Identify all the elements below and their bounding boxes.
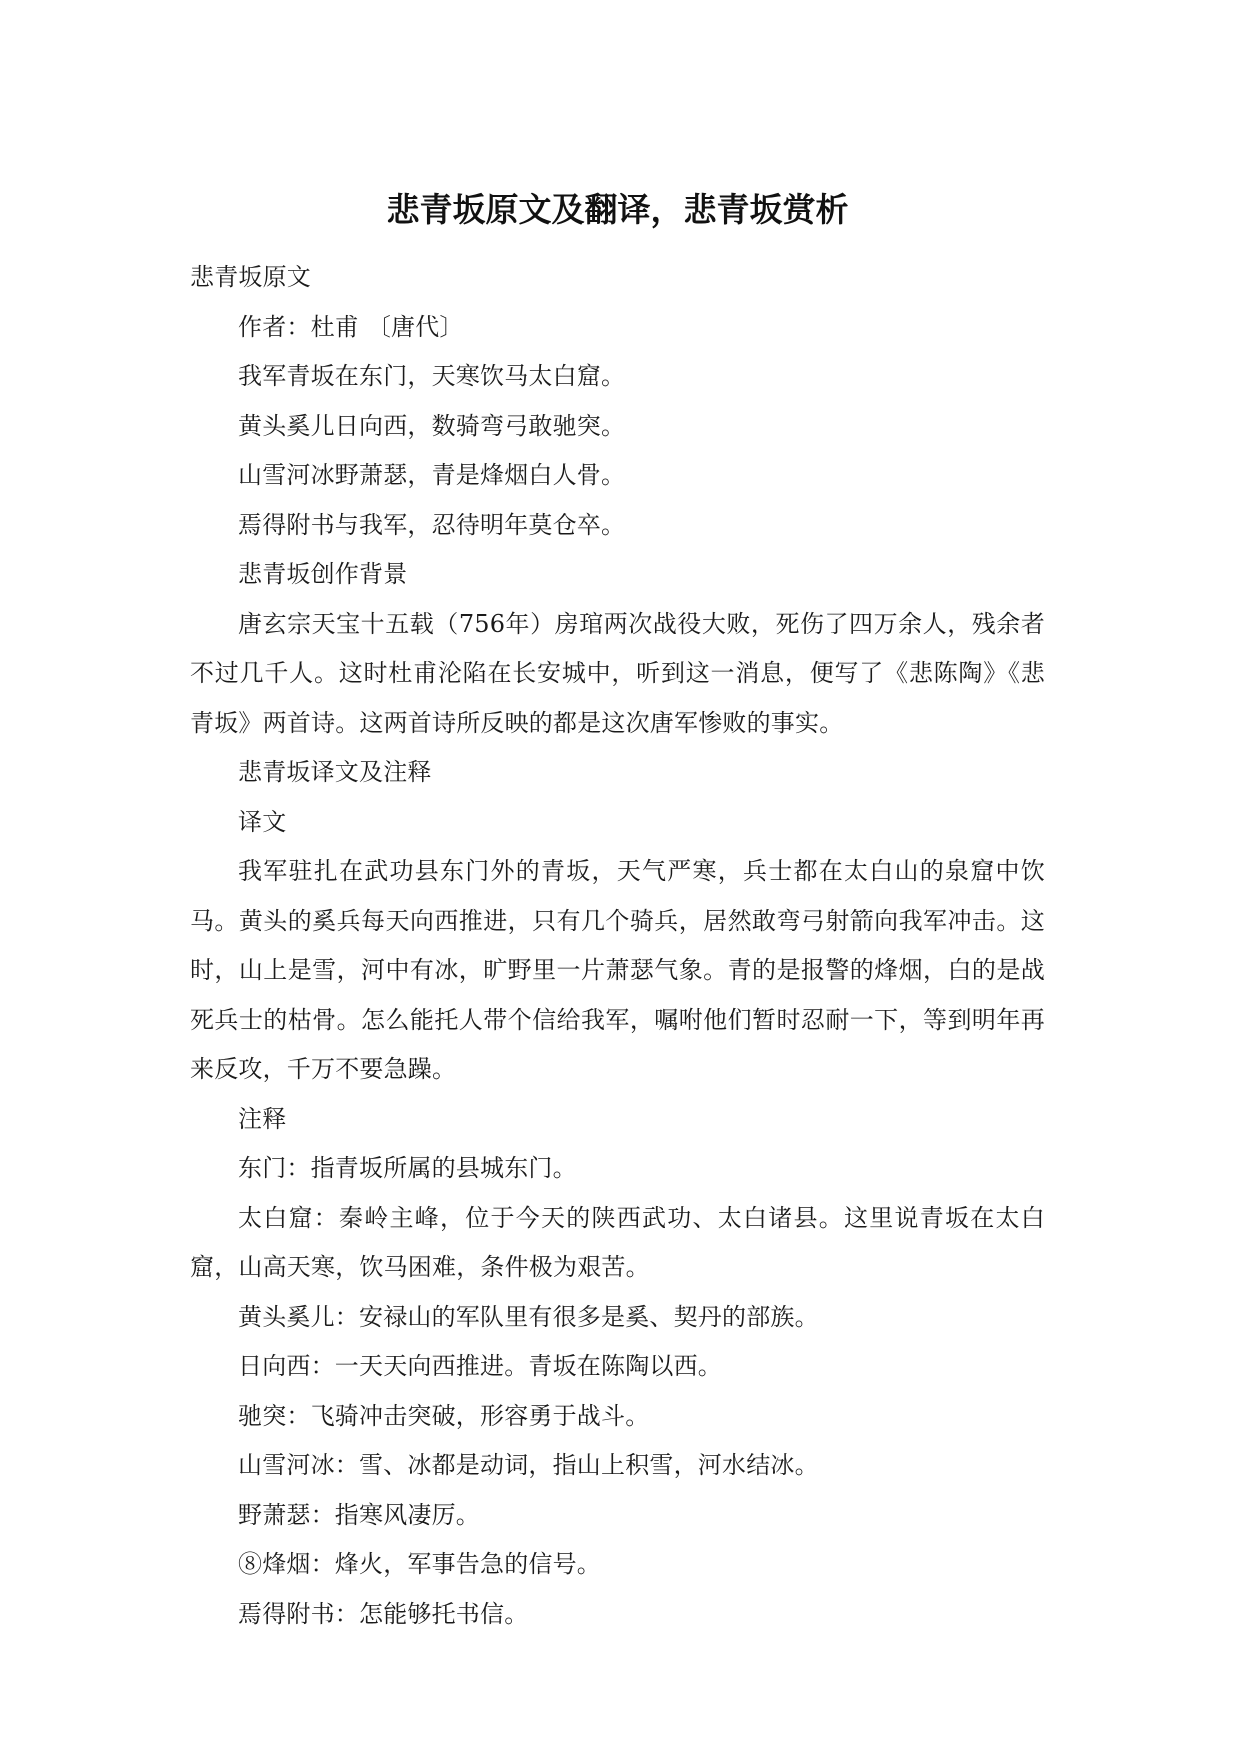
note-item: 焉得附书：怎能够托书信。: [238, 1599, 529, 1628]
note-item: 黄头奚儿：安禄山的军队里有很多是奚、契丹的部族。: [238, 1302, 819, 1331]
note-item: 山雪河冰：雪、冰都是动词，指山上积雪，河水结冰。: [238, 1451, 819, 1479]
translation-section-heading: 悲青坂译文及注释: [238, 758, 432, 786]
document-title: 悲青坂原文及翻译，悲青坂赏析: [386, 190, 849, 229]
author-line: 作者：杜甫 〔唐代〕: [238, 312, 464, 341]
poem-line: 我军青坂在东门，天寒饮马太白窟。: [238, 362, 626, 390]
section-heading-original: 悲青坂原文: [190, 263, 311, 291]
note-item: 东门：指青坂所属的县城东门。: [238, 1154, 577, 1182]
poem-line: 黄头奚儿日向西，数骑弯弓敢驰突。: [238, 411, 626, 440]
poem-line: 山雪河冰野萧瑟，青是烽烟白人骨。: [238, 461, 626, 489]
note-item: 日向西：一天天向西推进。青坂在陈陶以西。: [238, 1352, 722, 1380]
document-body: [190, 253, 1045, 1639]
poem-line: 焉得附书与我军，忍待明年莫仓卒。: [238, 510, 626, 539]
background-heading: 悲青坂创作背景: [238, 560, 408, 588]
note-item: 太白窟：秦岭主峰，位于今天的陕西武功、太白诸县。这里说青坂在太白窟，山高天寒，饮马困难，条件极为艰苦。: [190, 1203, 1045, 1281]
notes-heading: 注释: [238, 1104, 287, 1133]
translation-heading: 译文: [238, 807, 287, 836]
document-page: [190, 0, 1045, 1754]
background-paragraph: 唐玄宗天宝十五载（756年）房琯两次战役大败，死伤了四万余人，残余者不过几千人。这时杜甫沦陷在长安城中，听到这一消息，便写了《悲陈陶》《悲青坂》两首诗。这两首诗所反映的都是这次唐军惨败的事实。: [190, 609, 1045, 737]
note-item: ⑧烽烟：烽火，军事告急的信号。: [238, 1550, 601, 1578]
note-item: 野萧瑟：指寒风凄厉。: [238, 1500, 480, 1529]
translation-paragraph: 我军驻扎在武功县东门外的青坂，天气严寒，兵士都在太白山的泉窟中饮马。黄头的奚兵每天向西推进，只有几个骑兵，居然敢弯弓射箭向我军冲击。这时，山上是雪，河中有冰，旷野里一片萧瑟气象。青的是报警的烽烟，白的是战死兵士的枯骨。怎么能托人带个信给我军，嘱咐他们暂时忍耐一下，等到明年再来反攻，千万不要急躁。: [190, 857, 1045, 1083]
note-item: 驰突：飞骑冲击突破，形容勇于战斗。: [238, 1401, 650, 1430]
